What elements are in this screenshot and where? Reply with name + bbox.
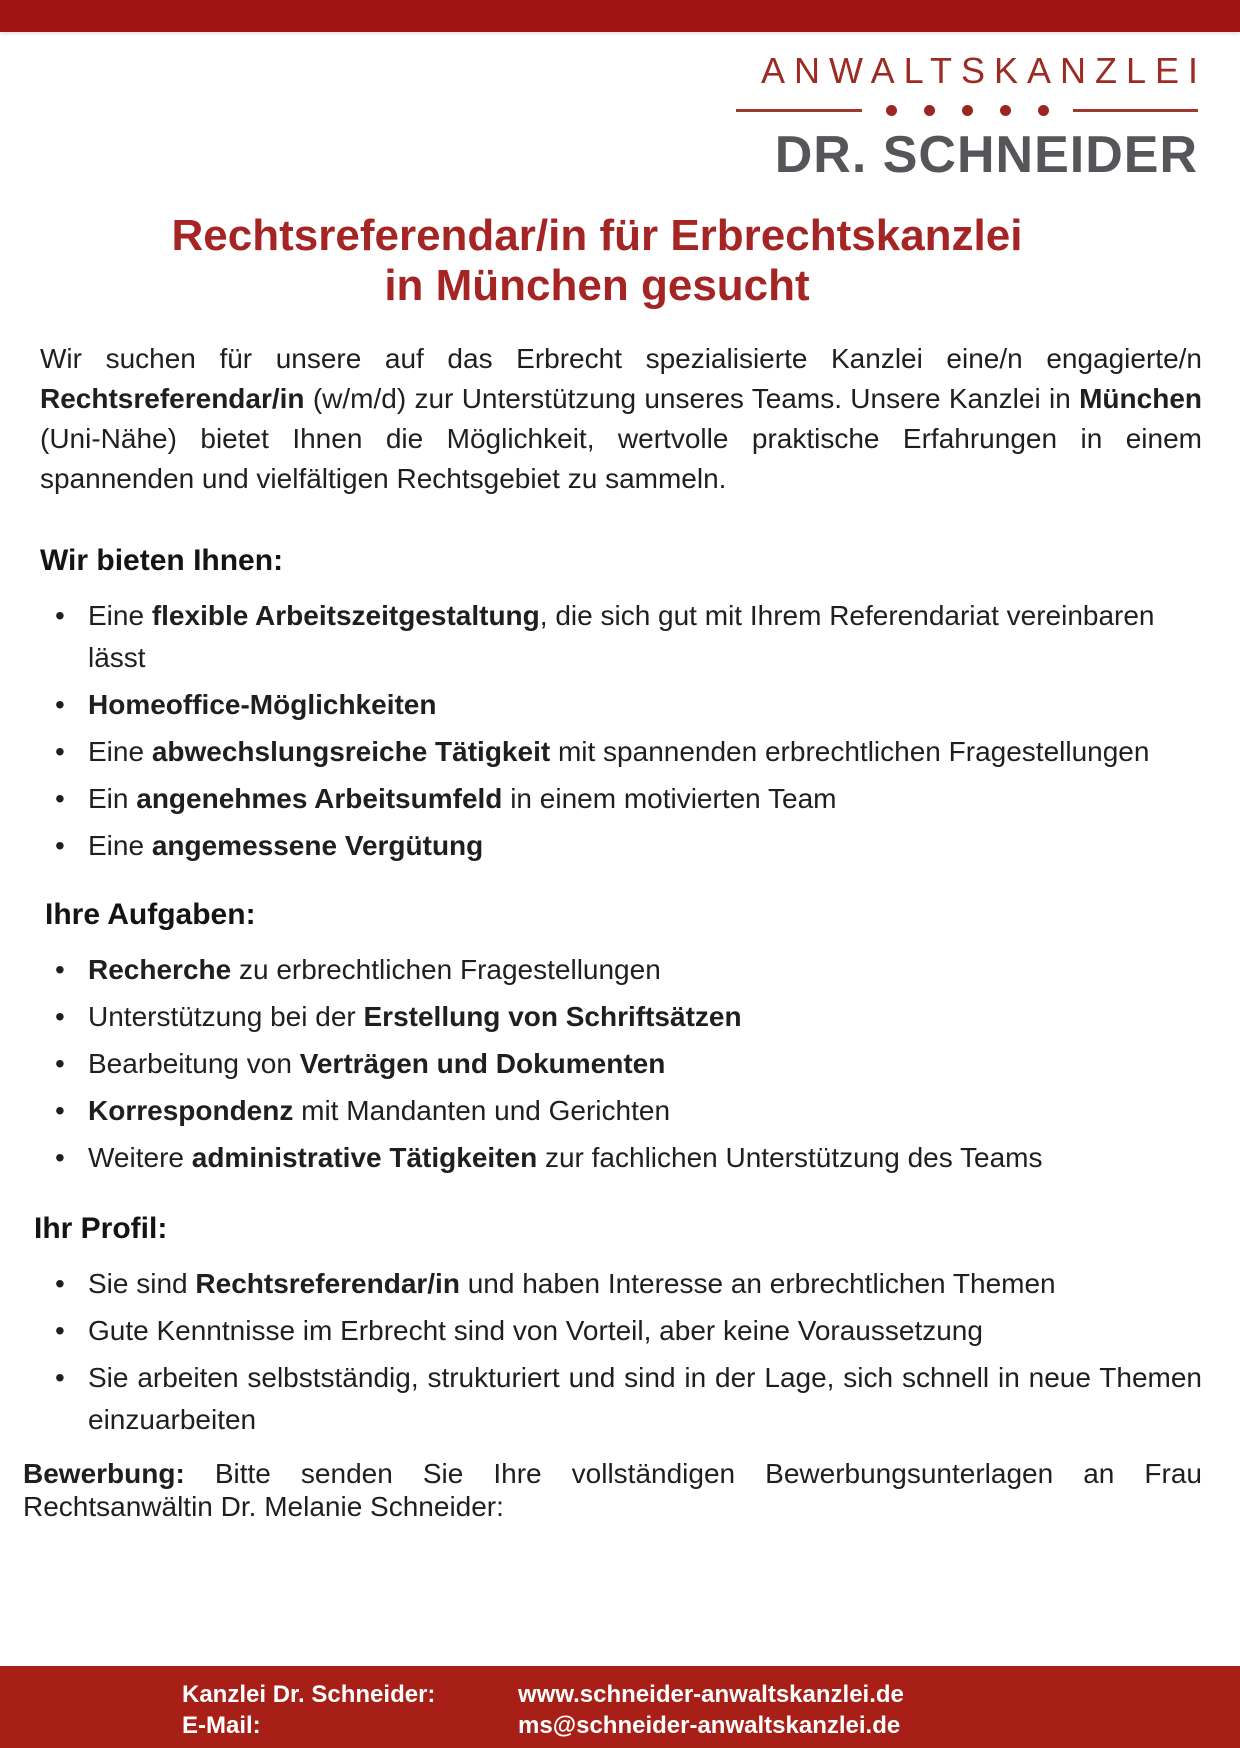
logo-divider-dot — [1000, 105, 1011, 116]
text-segment: in einem motivierten Team — [502, 783, 837, 814]
profile-list — [40, 1263, 1202, 1441]
logo-divider-dot — [962, 105, 973, 116]
logo-divider-line-left — [736, 109, 862, 112]
text-segment: Ein — [88, 783, 137, 814]
footer-value-website: www.schneider-anwaltskanzlei.de — [518, 1681, 904, 1708]
list-item — [40, 996, 1202, 1038]
list-item — [40, 949, 1202, 991]
text-segment: Sie sind — [88, 1268, 196, 1299]
footer-label-website: Kanzlei Dr. Schneider: — [182, 1681, 436, 1708]
text-segment-bold: abwechslungsreiche Tätigkeit — [151, 736, 551, 767]
logo-firm-name: DR. SCHNEIDER — [774, 126, 1198, 184]
text-segment: Bearbeitung von — [88, 1048, 300, 1079]
text-segment-bold: Recherche — [88, 954, 232, 985]
text-segment: Eine — [88, 736, 152, 767]
section-heading-profile: Ihr Profil: — [34, 1212, 168, 1245]
text-segment: Unterstützung bei der — [88, 1001, 364, 1032]
text-segment: mit spannenden erbrechtlichen Fragestellungen — [550, 736, 1150, 767]
logo-divider-dot — [924, 105, 935, 116]
list-item — [40, 1043, 1202, 1085]
job-title-line-1: Rechtsreferendar/in für Erbrechtskanzlei — [171, 211, 1023, 260]
application-paragraph — [23, 1457, 1202, 1523]
text-segment-bold: Korrespondenz — [88, 1095, 294, 1126]
text-segment: Eine — [88, 600, 152, 631]
text-segment: Bitte senden Sie Ihre vollständigen Bewerbungsunterlagen an Frau Rechtsanwältin Dr. Melanie Schneider: — [23, 1458, 1202, 1522]
list-item — [40, 778, 1202, 820]
text-segment-bold: administrative Tätigkeiten — [191, 1142, 538, 1173]
section-heading-tasks: Ihre Aufgaben: — [45, 898, 256, 931]
text-segment-bold: Verträgen und Dokumenten — [299, 1048, 666, 1079]
text-segment-bold: Erstellung von Schriftsätzen — [363, 1001, 742, 1032]
logo-divider — [736, 105, 1198, 116]
list-item — [40, 825, 1202, 867]
text-segment: Gute Kenntnisse im Erbrecht sind von Vorteil, aber keine Voraussetzung — [88, 1315, 983, 1346]
text-segment: zur fachlichen Unterstützung des Teams — [537, 1142, 1043, 1173]
tasks-list — [40, 949, 1202, 1179]
logo-divider-dot — [1038, 105, 1049, 116]
offer-list — [40, 595, 1202, 867]
text-segment-bold: angemessene Vergütung — [151, 830, 484, 861]
logo-divider-dot — [886, 105, 897, 116]
text-segment: zu erbrechtlichen Fragestellungen — [231, 954, 661, 985]
main-content — [0, 339, 1240, 1523]
intro-paragraph — [40, 339, 1202, 499]
logo-firm-type: ANWALTSKANZLEI — [760, 50, 1207, 91]
list-item — [40, 1090, 1202, 1132]
text-segment: mit Mandanten und Gerichten — [293, 1095, 671, 1126]
text-segment: , die sich gut mit Ihrem Referendariat vereinbaren lässt — [88, 600, 1155, 673]
top-brand-bar — [0, 0, 1240, 32]
text-segment: Weitere — [88, 1142, 192, 1173]
list-item — [40, 1137, 1202, 1179]
list-item — [40, 1263, 1202, 1305]
text-segment-bold: angenehmes Arbeitsumfeld — [136, 783, 503, 814]
text-segment-bold: Rechtsreferendar/in — [40, 383, 305, 414]
text-segment-bold: München — [1079, 383, 1202, 414]
list-item — [40, 684, 1202, 726]
text-segment: und haben Interesse an erbrechtlichen Themen — [459, 1268, 1056, 1299]
footer-bar — [0, 1666, 1240, 1748]
text-segment: Sie arbeiten selbstständig, strukturiert und sind in der Lage, sich schnell in neue Themen einzuarbeiten — [88, 1362, 1202, 1435]
list-item — [40, 1357, 1202, 1441]
logo-divider-dots — [886, 105, 1049, 116]
footer-contact-block — [0, 1666, 1240, 1741]
text-segment-bold: Rechtsreferendar/in — [195, 1268, 460, 1299]
job-title-line-2: in München gesucht — [384, 261, 810, 310]
text-segment-bold: Bewerbung: — [23, 1458, 185, 1489]
list-item — [40, 1310, 1202, 1352]
text-segment: Eine — [88, 830, 152, 861]
text-segment: Wir suchen für unsere auf das Erbrecht spezialisierte Kanzlei eine/n engagierte/n — [40, 343, 1202, 374]
text-segment: (w/m/d) zur Unterstützung unseres Teams. Unsere Kanzlei in — [304, 383, 1080, 414]
job-title — [0, 211, 1240, 311]
list-item — [40, 595, 1202, 679]
section-heading-offer: Wir bieten Ihnen: — [40, 544, 284, 577]
footer-value-email: ms@schneider-anwaltskanzlei.de — [518, 1712, 901, 1739]
footer-label-email: E-Mail: — [182, 1712, 261, 1739]
text-segment-bold: Homeoffice-Möglichkeiten — [88, 689, 437, 720]
logo-divider-line-right — [1073, 109, 1199, 112]
text-segment: (Uni-Nähe) bietet Ihnen die Möglichkeit, wertvolle praktische Erfahrungen in einem spannenden und vielfältigen Rechtsgebiet zu sammeln. — [40, 423, 1202, 494]
text-segment-bold: flexible Arbeitszeitgestaltung — [151, 600, 540, 631]
list-item — [40, 731, 1202, 773]
firm-logo — [0, 50, 1207, 185]
